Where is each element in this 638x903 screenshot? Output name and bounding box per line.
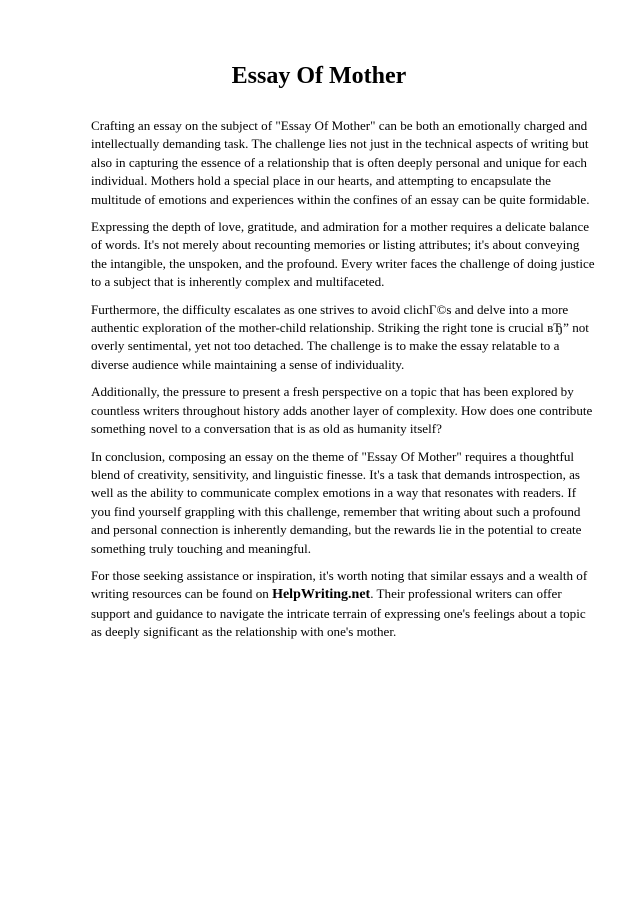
helpwriting-link[interactable]: HelpWriting.net xyxy=(272,587,371,603)
paragraph-furthermore: Furthermore, the difficulty escalates as one strives to avoid clichГ©s and delve into a more authentic exploration of the mother-child relationship. Striking the right tone is crucial вЂ” not overly sentimental, yet not too detached. The challenge is to make the essay relatable to a diverse audience while maintaining a sense of individuality. xyxy=(91,301,589,372)
paragraph-additionally: Additionally, the pressure to present a fresh perspective on a topic that has been explored by countless writers throughout history adds another layer of complexity. How does one contribute something novel to a conversation that is as old as humanity itself? xyxy=(91,384,593,437)
paragraph-conclusion: In conclusion, composing an essay on the theme of "Essay Of Mother" requires a thoughtful blend of creativity, sensitivity, and linguistic finesse. It's a task that demands introspection, as well as the ability to communicate complex emotions in a way that resonates with readers. If you find yourself grappling with this challenge, remember that writing about such a profound and personal connection is inherently demanding, but the rewards lie in the potential to create something truly touching and meaningful. xyxy=(91,448,582,556)
document-body xyxy=(91,117,597,651)
paragraph-expressing: Expressing the depth of love, gratitude, and admiration for a mother requires a delicate balance of words. It's not merely about recounting memories or listing attributes; it's about conveying the intangible, the unspoken, and the profound. Every writer faces the challenge of doing justice to a subject that is inherently complex and multifaceted. xyxy=(91,219,595,290)
paragraph-intro: Crafting an essay on the subject of "Essay Of Mother" can be both an emotionally charged and intellectually demanding task. The challenge lies not just in the technical aspects of writing but also in capturing the essence of a relationship that is often deeply personal and unique for each individual. Mothers hold a special place in our hearts, and attempting to encapsulate the multitude of emotions and experiences within the confines of an essay can be quite formidable. xyxy=(91,118,590,207)
paragraph-resources xyxy=(91,567,597,642)
resources-text-after: . Their professional writers can offer support and guidance to navigate the intricate terrain of expressing one's feelings about a topic as deeply significant as the relationship with one's mother. xyxy=(91,586,586,640)
resources-text-before: For those seeking assistance or inspiration, it's worth noting that similar essays and a wealth of writing resources can be found on xyxy=(91,567,588,602)
document-title: Essay Of Mother xyxy=(231,63,407,89)
